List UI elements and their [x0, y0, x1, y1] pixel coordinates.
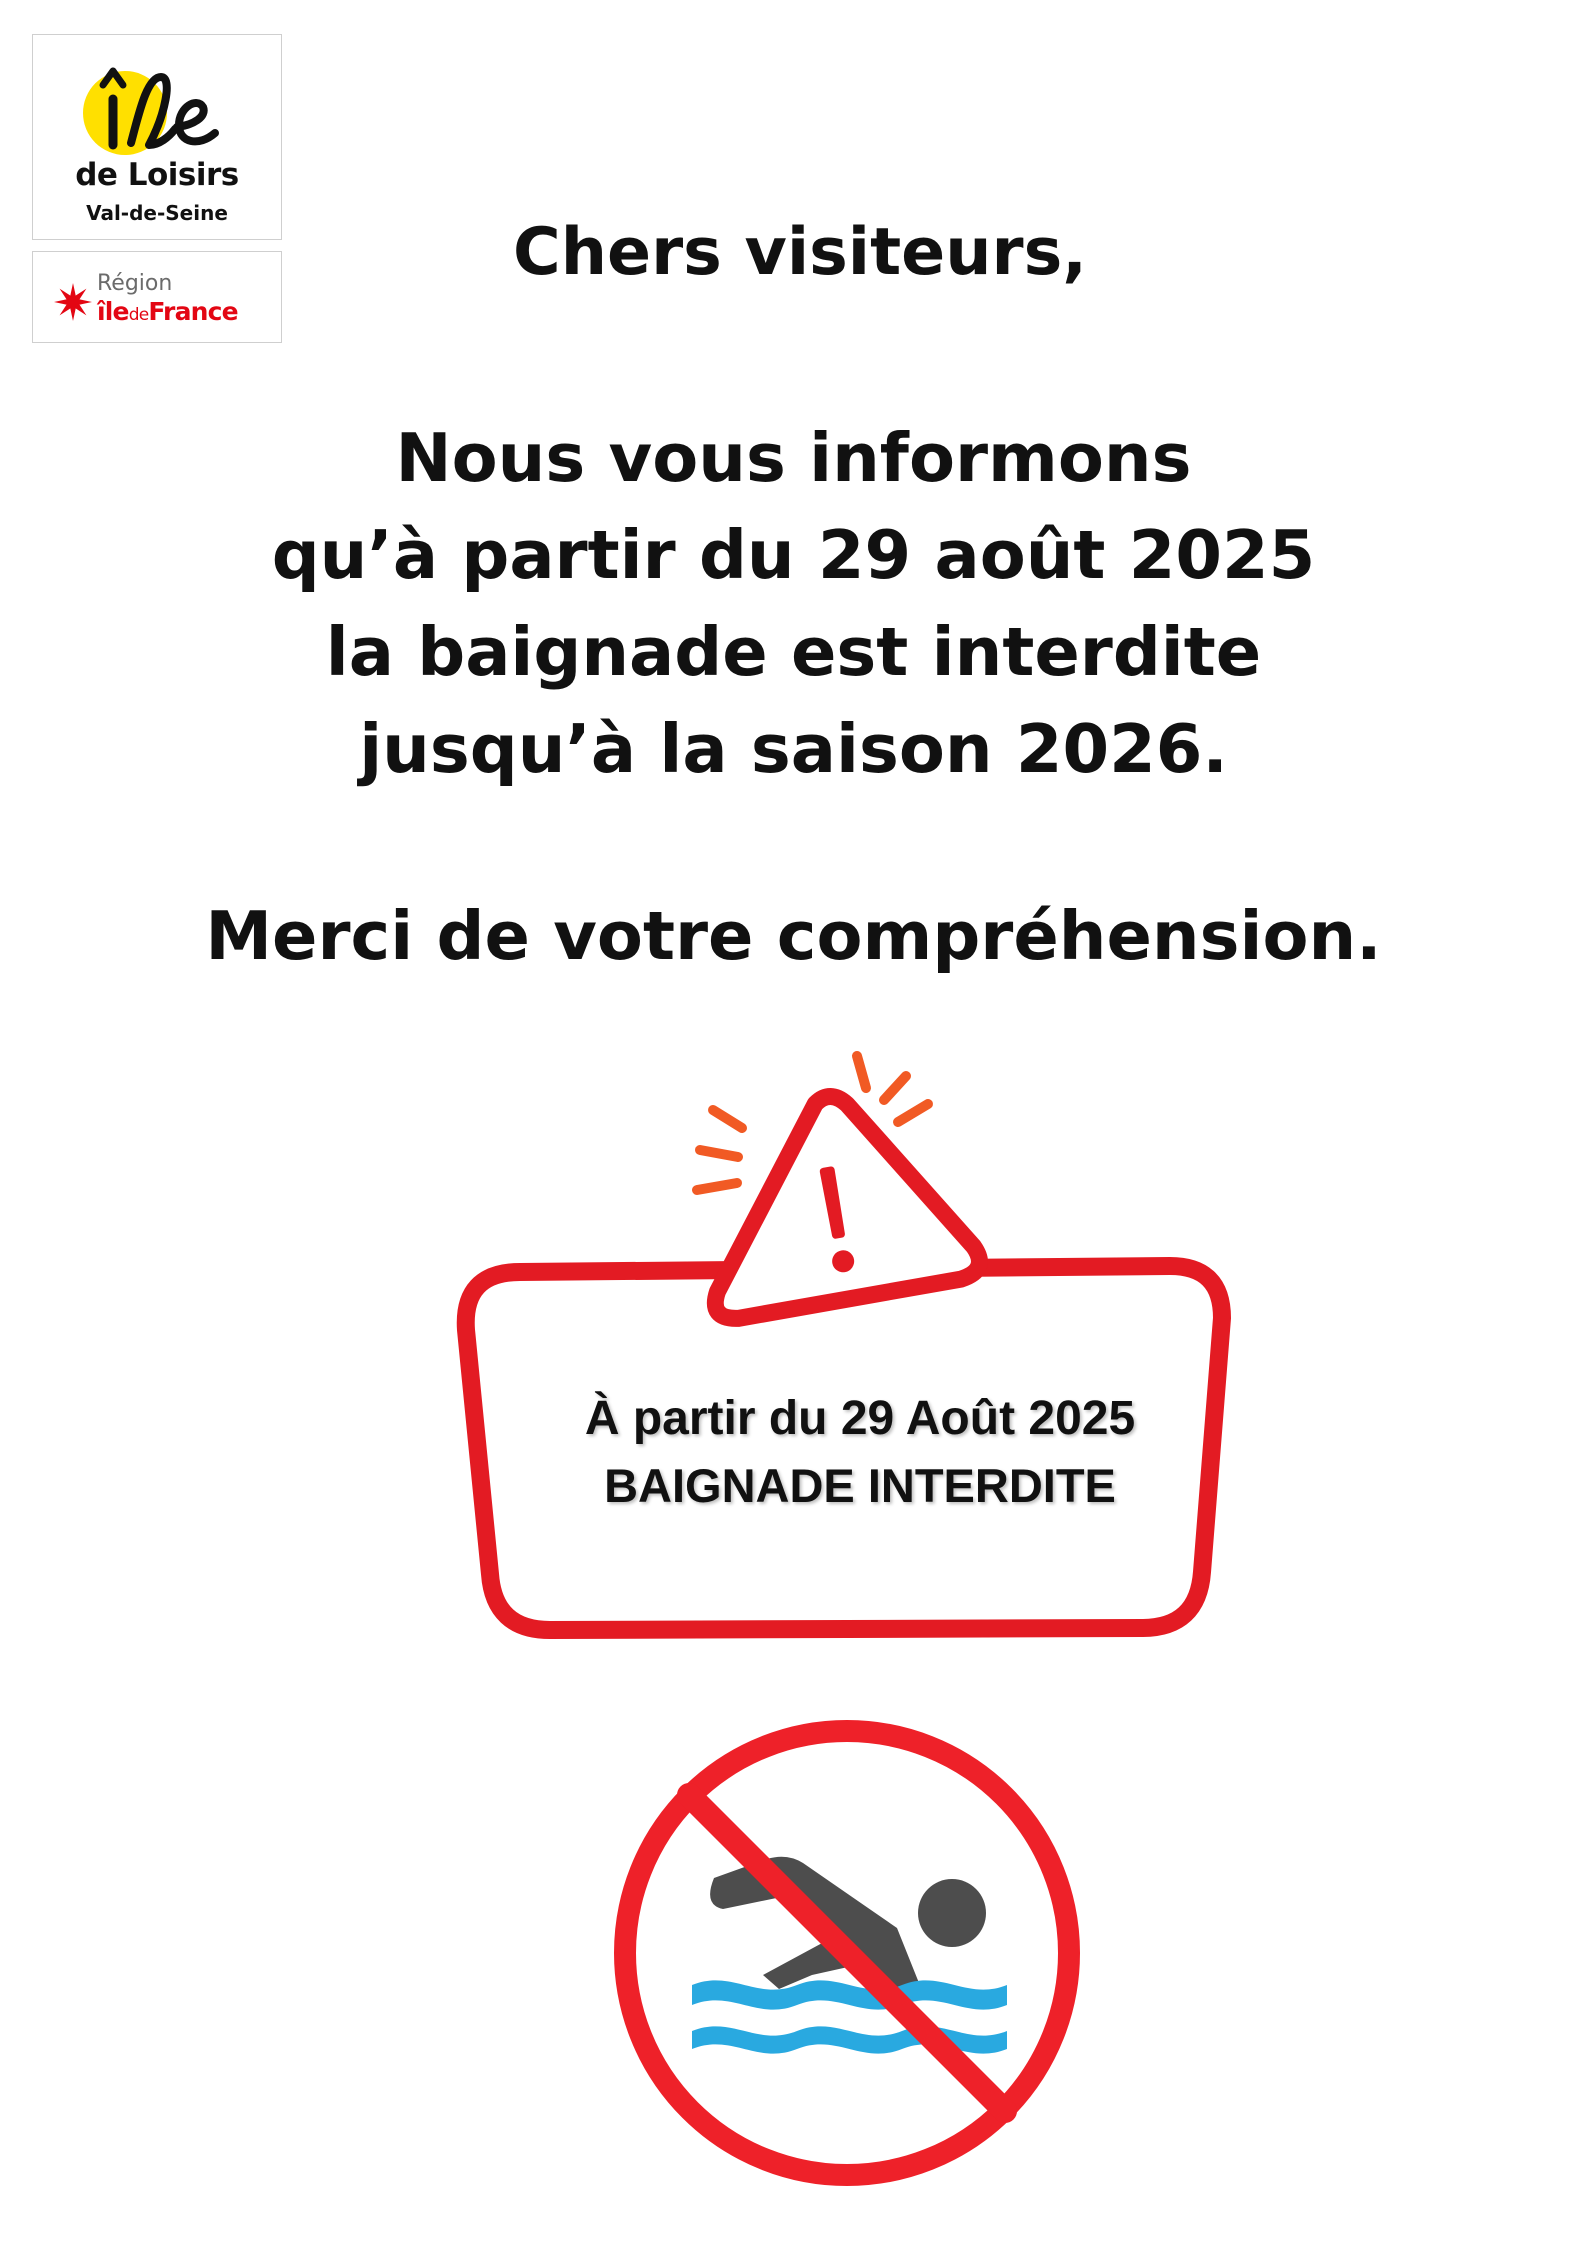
region-name: îledeFrance: [97, 297, 238, 326]
no-swimming-icon: [607, 1713, 1087, 2193]
greeting: Chers visiteurs,: [513, 215, 1087, 290]
brand-name-line2: Val-de-Seine: [86, 201, 228, 225]
info-line: jusqu’à la saison 2026.: [359, 710, 1228, 788]
warning-frame: [466, 1266, 1222, 1630]
warning-date-text: À partir du 29 Août 2025: [584, 1392, 1136, 1445]
thanks-message: Merci de votre compréhension.: [205, 897, 1382, 975]
warning-sign: [440, 1040, 1240, 1640]
region-label: Région: [97, 271, 173, 296]
info-line: la baignade est interdite: [325, 613, 1262, 691]
info-line: qu’à partir du 29 août 2025: [271, 516, 1316, 594]
info-line: Nous vous informons: [395, 419, 1192, 497]
brand-name-line1: de Loisirs: [75, 157, 239, 193]
ile-de-loisirs-mark-icon: [81, 63, 241, 159]
warning-triangle-icon: [683, 1076, 982, 1322]
warning-title-text: BAIGNADE INTERDITE: [604, 1459, 1116, 1512]
info-paragraph: [0, 410, 1587, 798]
ile-de-loisirs-logo: [32, 34, 282, 240]
